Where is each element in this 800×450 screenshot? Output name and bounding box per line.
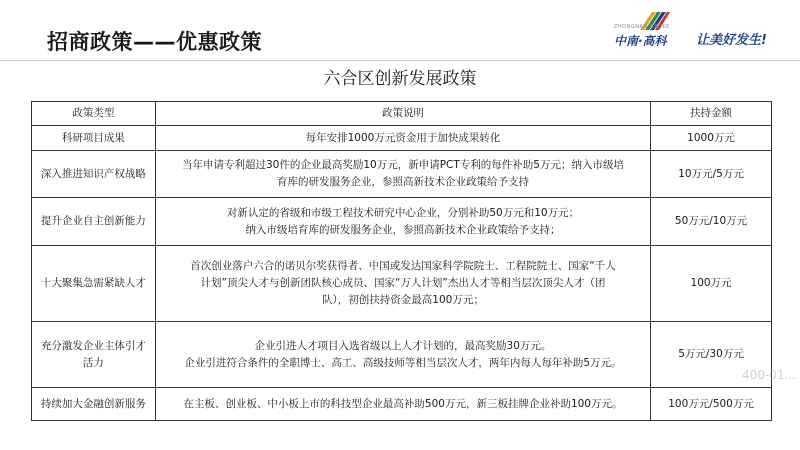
logo-brand-text: 中南·高科	[614, 34, 667, 48]
policy-description-cell	[155, 388, 650, 421]
support-amount-cell: 100万元/500万元	[651, 388, 772, 421]
description-line: 对新认定的省级和市级工程技术研究中心企业，分别补助50万元和10万元；	[226, 206, 580, 219]
policy-description-cell	[155, 322, 650, 388]
logo-slogan: 让美好发生!	[696, 33, 767, 48]
policy-description-cell	[155, 151, 650, 198]
policy-description-cell	[155, 246, 650, 322]
support-amount-cell: 50万元/10万元	[651, 198, 772, 246]
description-line: 队），初创扶持资金最高100万元；	[322, 294, 484, 306]
policy-type-line: 活力	[82, 356, 104, 369]
policy-type-line: 充分激发企业主体引才	[40, 339, 146, 352]
header-support-amount: 扶持金额	[651, 102, 772, 126]
table-row	[32, 151, 772, 198]
policy-type-cell: 持续加大金融创新服务	[32, 388, 156, 421]
table-row	[32, 322, 772, 388]
document-title: 六合区创新发展政策	[323, 69, 477, 89]
policy-type-cell: 十大聚集急需紧缺人才	[32, 246, 156, 322]
policy-table	[31, 101, 772, 421]
table-header-row	[32, 102, 772, 126]
support-amount-cell: 5万元/30万元	[651, 322, 772, 388]
policy-type-cell: 科研项目成果	[32, 126, 156, 151]
description-line: 首次创业落户六合的诺贝尔奖获得者、中国或发达国家科学院院士、工程院院士、国家“千人	[190, 260, 616, 272]
support-amount-cell: 10万元/5万元	[651, 151, 772, 198]
table-row	[32, 388, 772, 421]
watermark-text: 400-01...	[742, 368, 796, 382]
description-line: 纳入市级培育库的研发服务企业，参照高新技术企业政策给予支持；	[245, 223, 561, 236]
policy-type-cell	[32, 322, 156, 388]
header-divider	[0, 60, 800, 61]
description-line: 企业引进符合条件的全职博士、高工、高级技师等相当层次人才，两年内每人每年补助5万元。	[184, 356, 622, 369]
support-amount-cell: 1000万元	[651, 126, 772, 151]
description-line: 在主板、创业板、中小板上市的科技型企业最高补助500万元，新三板挂牌企业补助100万元。	[183, 397, 623, 410]
description-line: 企业引进人才项目入选省级以上人才计划的，最高奖励30万元。	[254, 339, 552, 352]
policy-description-cell	[155, 198, 650, 246]
description-line: 每年安排1000万元资金用于加快成果转化	[305, 131, 501, 144]
policy-type-cell: 提升企业自主创新能力	[32, 198, 156, 246]
page-title: 招商政策——优惠政策	[47, 30, 262, 54]
policy-type-cell: 深入推进知识产权战略	[32, 151, 156, 198]
header-policy-type: 政策类型	[32, 102, 156, 126]
table-row	[32, 246, 772, 322]
header-policy-description: 政策说明	[155, 102, 650, 126]
description-line: 当年申请专利超过30件的企业最高奖励10万元，新申请PCT专利的每件补助5万元；纳入市级培	[181, 159, 624, 171]
table-row	[32, 126, 772, 151]
company-logo	[610, 10, 770, 48]
policy-description-cell	[155, 126, 650, 151]
description-line: 育库的研发服务企业，参照高新技术企业政策给予支持	[276, 176, 529, 188]
support-amount-cell: 100万元	[651, 246, 772, 322]
description-line: 计划”顶尖人才与创新团队核心成员、国家“万人计划”杰出人才等相当层次顶尖人才（团	[200, 277, 606, 289]
table-row	[32, 198, 772, 246]
logo-small-text: ZHONGNAN GAOKE	[614, 24, 670, 30]
